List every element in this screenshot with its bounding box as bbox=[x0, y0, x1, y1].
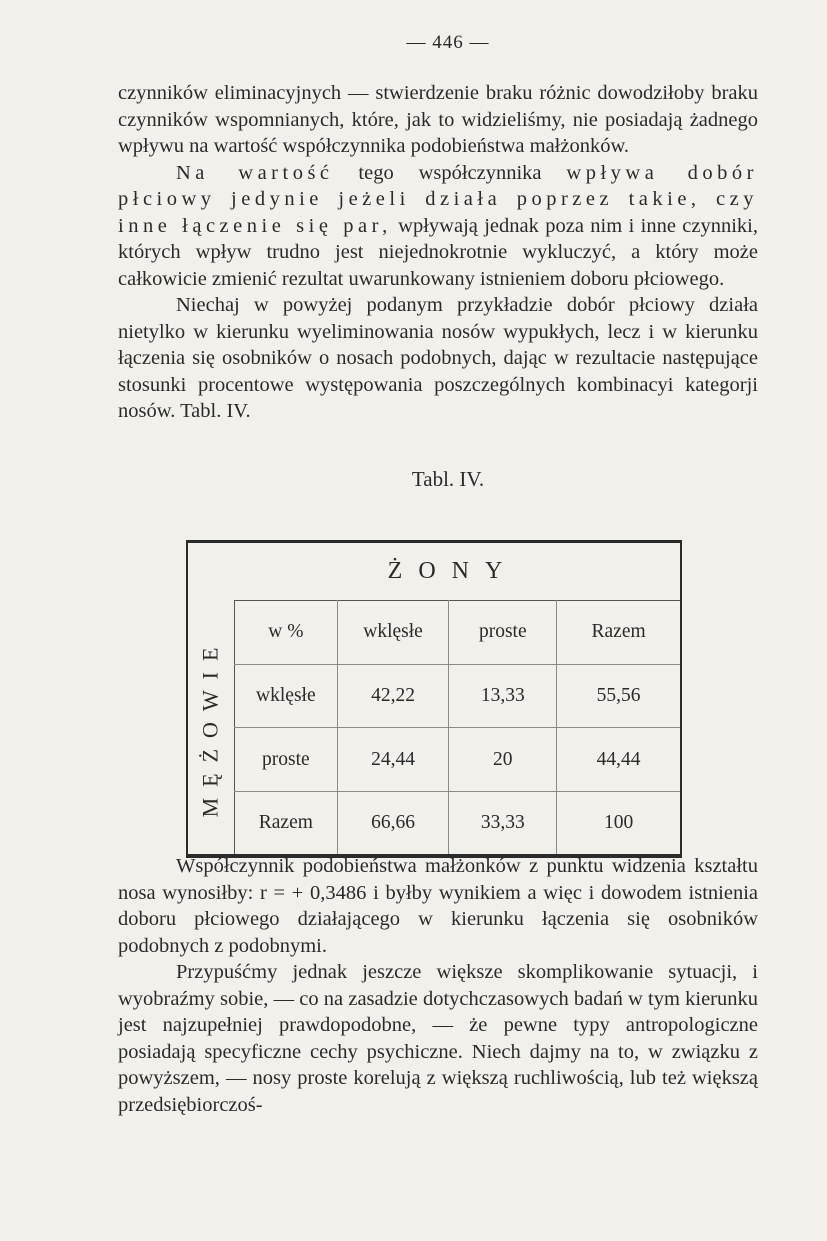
table-row bbox=[235, 728, 681, 792]
value-cell: 42,22 bbox=[337, 664, 449, 728]
paragraph-3: Niechaj w powyżej podanym przykładzie dobór płciowy działa nietylko w kierunku wyeliminowania nosów wypukłych, lecz i w kierunku łączenia się osobników o nosach podobnych, dając w rezultacie następujące stosunki procentowe występowania poszczególnych kombinacyi kategorji nosów. Tabl. IV. bbox=[118, 294, 758, 422]
header-cell: wklęsłe bbox=[337, 601, 449, 665]
value-cell: 33,33 bbox=[449, 792, 557, 854]
value-cell: 44,44 bbox=[557, 728, 680, 792]
row-label-cell: wklęsłe bbox=[235, 664, 338, 728]
table-row bbox=[235, 664, 681, 728]
column-group-label: ŻONY bbox=[387, 558, 519, 584]
book-page bbox=[118, 28, 759, 1116]
paragraph-4: Współczynnik podobieństwa małżonków z punktu widzenia kształtu nosa wynosiłby: r = + 0,3486 i byłby wynikiem a więc i dowodem istnienia doboru płciowego działającego w kierunku łączenia się osobników podobnych z podobnymi. bbox=[118, 855, 758, 957]
value-cell: 13,33 bbox=[449, 664, 557, 728]
body-text-top bbox=[118, 80, 758, 425]
header-cell: proste bbox=[449, 601, 557, 665]
page-number: — 446 — bbox=[406, 32, 490, 53]
row-group-label-cell bbox=[188, 600, 232, 854]
table-grid bbox=[234, 600, 680, 854]
paragraph-2 bbox=[118, 160, 758, 293]
header-cell: w % bbox=[235, 601, 338, 665]
value-cell: 20 bbox=[449, 728, 557, 792]
paragraph-5: Przypuśćmy jednak jeszcze większe skomplikowanie sytuacji, i wyobraźmy sobie, — co na zasadzie dotychczasowych badań w tym kierunku jest najzupełniej prawdopodobne, — że pewne typy antropologiczne posiadają specyficzne cechy psychiczne. Niech dajmy na to, w związku z powyższem, — nosy proste korelują z większą ruchliwością, lub też większą przedsiębiorczoś- bbox=[118, 961, 758, 1116]
table-header-row bbox=[235, 601, 681, 665]
value-cell: 66,66 bbox=[337, 792, 449, 854]
body-text-bottom bbox=[118, 853, 758, 1118]
data-table bbox=[186, 540, 682, 858]
header-cell: Razem bbox=[557, 601, 680, 665]
row-group-label: MĘŻOWIE bbox=[197, 636, 223, 818]
plain-phrase-a: tego współczynnika bbox=[333, 161, 567, 184]
spaced-phrase-a: Na wartość bbox=[176, 161, 334, 184]
row-label-cell: Razem bbox=[235, 792, 338, 854]
paragraph-1: czynników eliminacyjnych — stwierdzenie braku różnic dowodziłoby braku czynników wspomnianych, które, jak to widzieliśmy, nie posiadają żadnego wpływu na wartość współczynnika podobieństwa małżonków. bbox=[118, 82, 758, 157]
row-label-cell: proste bbox=[235, 728, 338, 792]
value-cell: 55,56 bbox=[557, 664, 680, 728]
table-row bbox=[235, 792, 681, 854]
value-cell: 100 bbox=[557, 792, 680, 854]
plain-phrase-b: wpływają jednak poza nim i inne czynniki, których wpływ trudno jest niejednokrotnie wykluczyć, a który może całkowicie zmienić rezultat uwarunkowany istnieniem doboru płciowego. bbox=[118, 214, 759, 290]
spaced-phrase-b: wpływa dobór płciowy jedynie jeżeli działa poprzez takie, czy inne łączenie się par, bbox=[118, 161, 759, 237]
value-cell: 24,44 bbox=[337, 728, 449, 792]
table-caption: Tabl. IV. bbox=[411, 466, 485, 491]
